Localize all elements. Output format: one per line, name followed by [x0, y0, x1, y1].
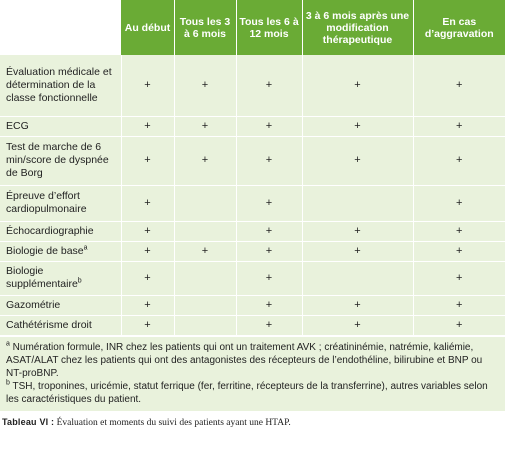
table-footnotes — [0, 336, 505, 411]
cell-mark: + — [121, 241, 174, 261]
row-label: ECG — [0, 116, 121, 136]
cell-mark: + — [302, 295, 413, 315]
row-label: Épreuve d’effort cardiopulmonaire — [0, 185, 121, 221]
cell-mark — [174, 221, 236, 241]
cell-mark — [302, 185, 413, 221]
table-row — [0, 221, 505, 241]
cell-mark: + — [413, 55, 505, 116]
cell-mark: + — [174, 241, 236, 261]
cell-mark: + — [236, 55, 302, 116]
table-row — [0, 295, 505, 315]
row-label: Échocardiographie — [0, 221, 121, 241]
cell-mark: + — [413, 185, 505, 221]
cell-mark: + — [413, 136, 505, 185]
cell-mark: + — [121, 315, 174, 335]
cell-mark: + — [121, 116, 174, 136]
cell-mark: + — [236, 315, 302, 335]
column-header: Tous les 6 à 12 mois — [236, 0, 302, 55]
table-row — [0, 55, 505, 116]
cell-mark — [174, 185, 236, 221]
cell-mark: + — [174, 55, 236, 116]
row-label: Biologie supplémentaire$^b$ — [0, 261, 121, 295]
caption-label: Tableau VI : — [2, 416, 55, 427]
header-corner — [0, 0, 121, 55]
cell-mark: + — [121, 136, 174, 185]
row-label: Test de marche de 6 min/score de dyspnée de Borg — [0, 136, 121, 185]
cell-mark: + — [121, 185, 174, 221]
cell-mark — [302, 261, 413, 295]
cell-mark: + — [121, 295, 174, 315]
cell-mark: + — [413, 116, 505, 136]
cell-mark: + — [121, 261, 174, 295]
cell-mark: + — [302, 116, 413, 136]
cell-mark: + — [174, 136, 236, 185]
cell-mark: + — [302, 136, 413, 185]
column-header: En cas d’aggravation — [413, 0, 505, 55]
cell-mark: + — [413, 221, 505, 241]
cell-mark: + — [236, 136, 302, 185]
cell-mark: + — [174, 116, 236, 136]
cell-mark — [174, 295, 236, 315]
cell-mark: + — [236, 116, 302, 136]
cell-mark: + — [236, 185, 302, 221]
table-row — [0, 116, 505, 136]
cell-mark: + — [413, 261, 505, 295]
row-label: Cathétérisme droit — [0, 315, 121, 335]
column-header: Tous les 3 à 6 mois — [174, 0, 236, 55]
table-row — [0, 315, 505, 335]
cell-mark: + — [413, 295, 505, 315]
footnote-a: $^a$ Numération formule, INR chez les patients qui ont un traitement AVK ; créatininémie, natrémie, kaliémie, ASAT/ALAT chez les patients qui ont des antagonistes des récepteurs de l’endothéline, bilirubine et BNP ou NT-proBNP. — [6, 340, 483, 379]
cell-mark: + — [236, 295, 302, 315]
cell-mark: + — [302, 315, 413, 335]
row-label: Évaluation médicale et détermination de la classe fonctionnelle — [0, 55, 121, 116]
column-header: Au début — [121, 0, 174, 55]
cell-mark: + — [121, 221, 174, 241]
table-caption — [0, 417, 505, 428]
cell-mark: + — [121, 55, 174, 116]
cell-mark: + — [302, 241, 413, 261]
cell-mark — [174, 261, 236, 295]
table-row — [0, 241, 505, 261]
cell-mark: + — [236, 221, 302, 241]
footnote-b: $^b$ TSH, troponines, uricémie, statut ferrique (fer, ferritine, récepteurs de la transferrine), autres variables selon les caractéristiques du patient. — [6, 379, 488, 405]
cell-mark: + — [302, 55, 413, 116]
row-label: Biologie de base$^a$ — [0, 241, 121, 261]
cell-mark: + — [302, 221, 413, 241]
cell-mark — [174, 315, 236, 335]
caption-text: Évaluation et moments du suivi des patients ayant une HTAP. — [54, 417, 291, 428]
table-row — [0, 185, 505, 221]
cell-mark: + — [413, 315, 505, 335]
table-row — [0, 261, 505, 295]
column-header: 3 à 6 mois après une modification thérapeutique — [302, 0, 413, 55]
header-row — [0, 0, 505, 55]
cell-mark: + — [236, 261, 302, 295]
cell-mark: + — [236, 241, 302, 261]
cell-mark: + — [413, 241, 505, 261]
table-row — [0, 136, 505, 185]
row-label: Gazométrie — [0, 295, 121, 315]
